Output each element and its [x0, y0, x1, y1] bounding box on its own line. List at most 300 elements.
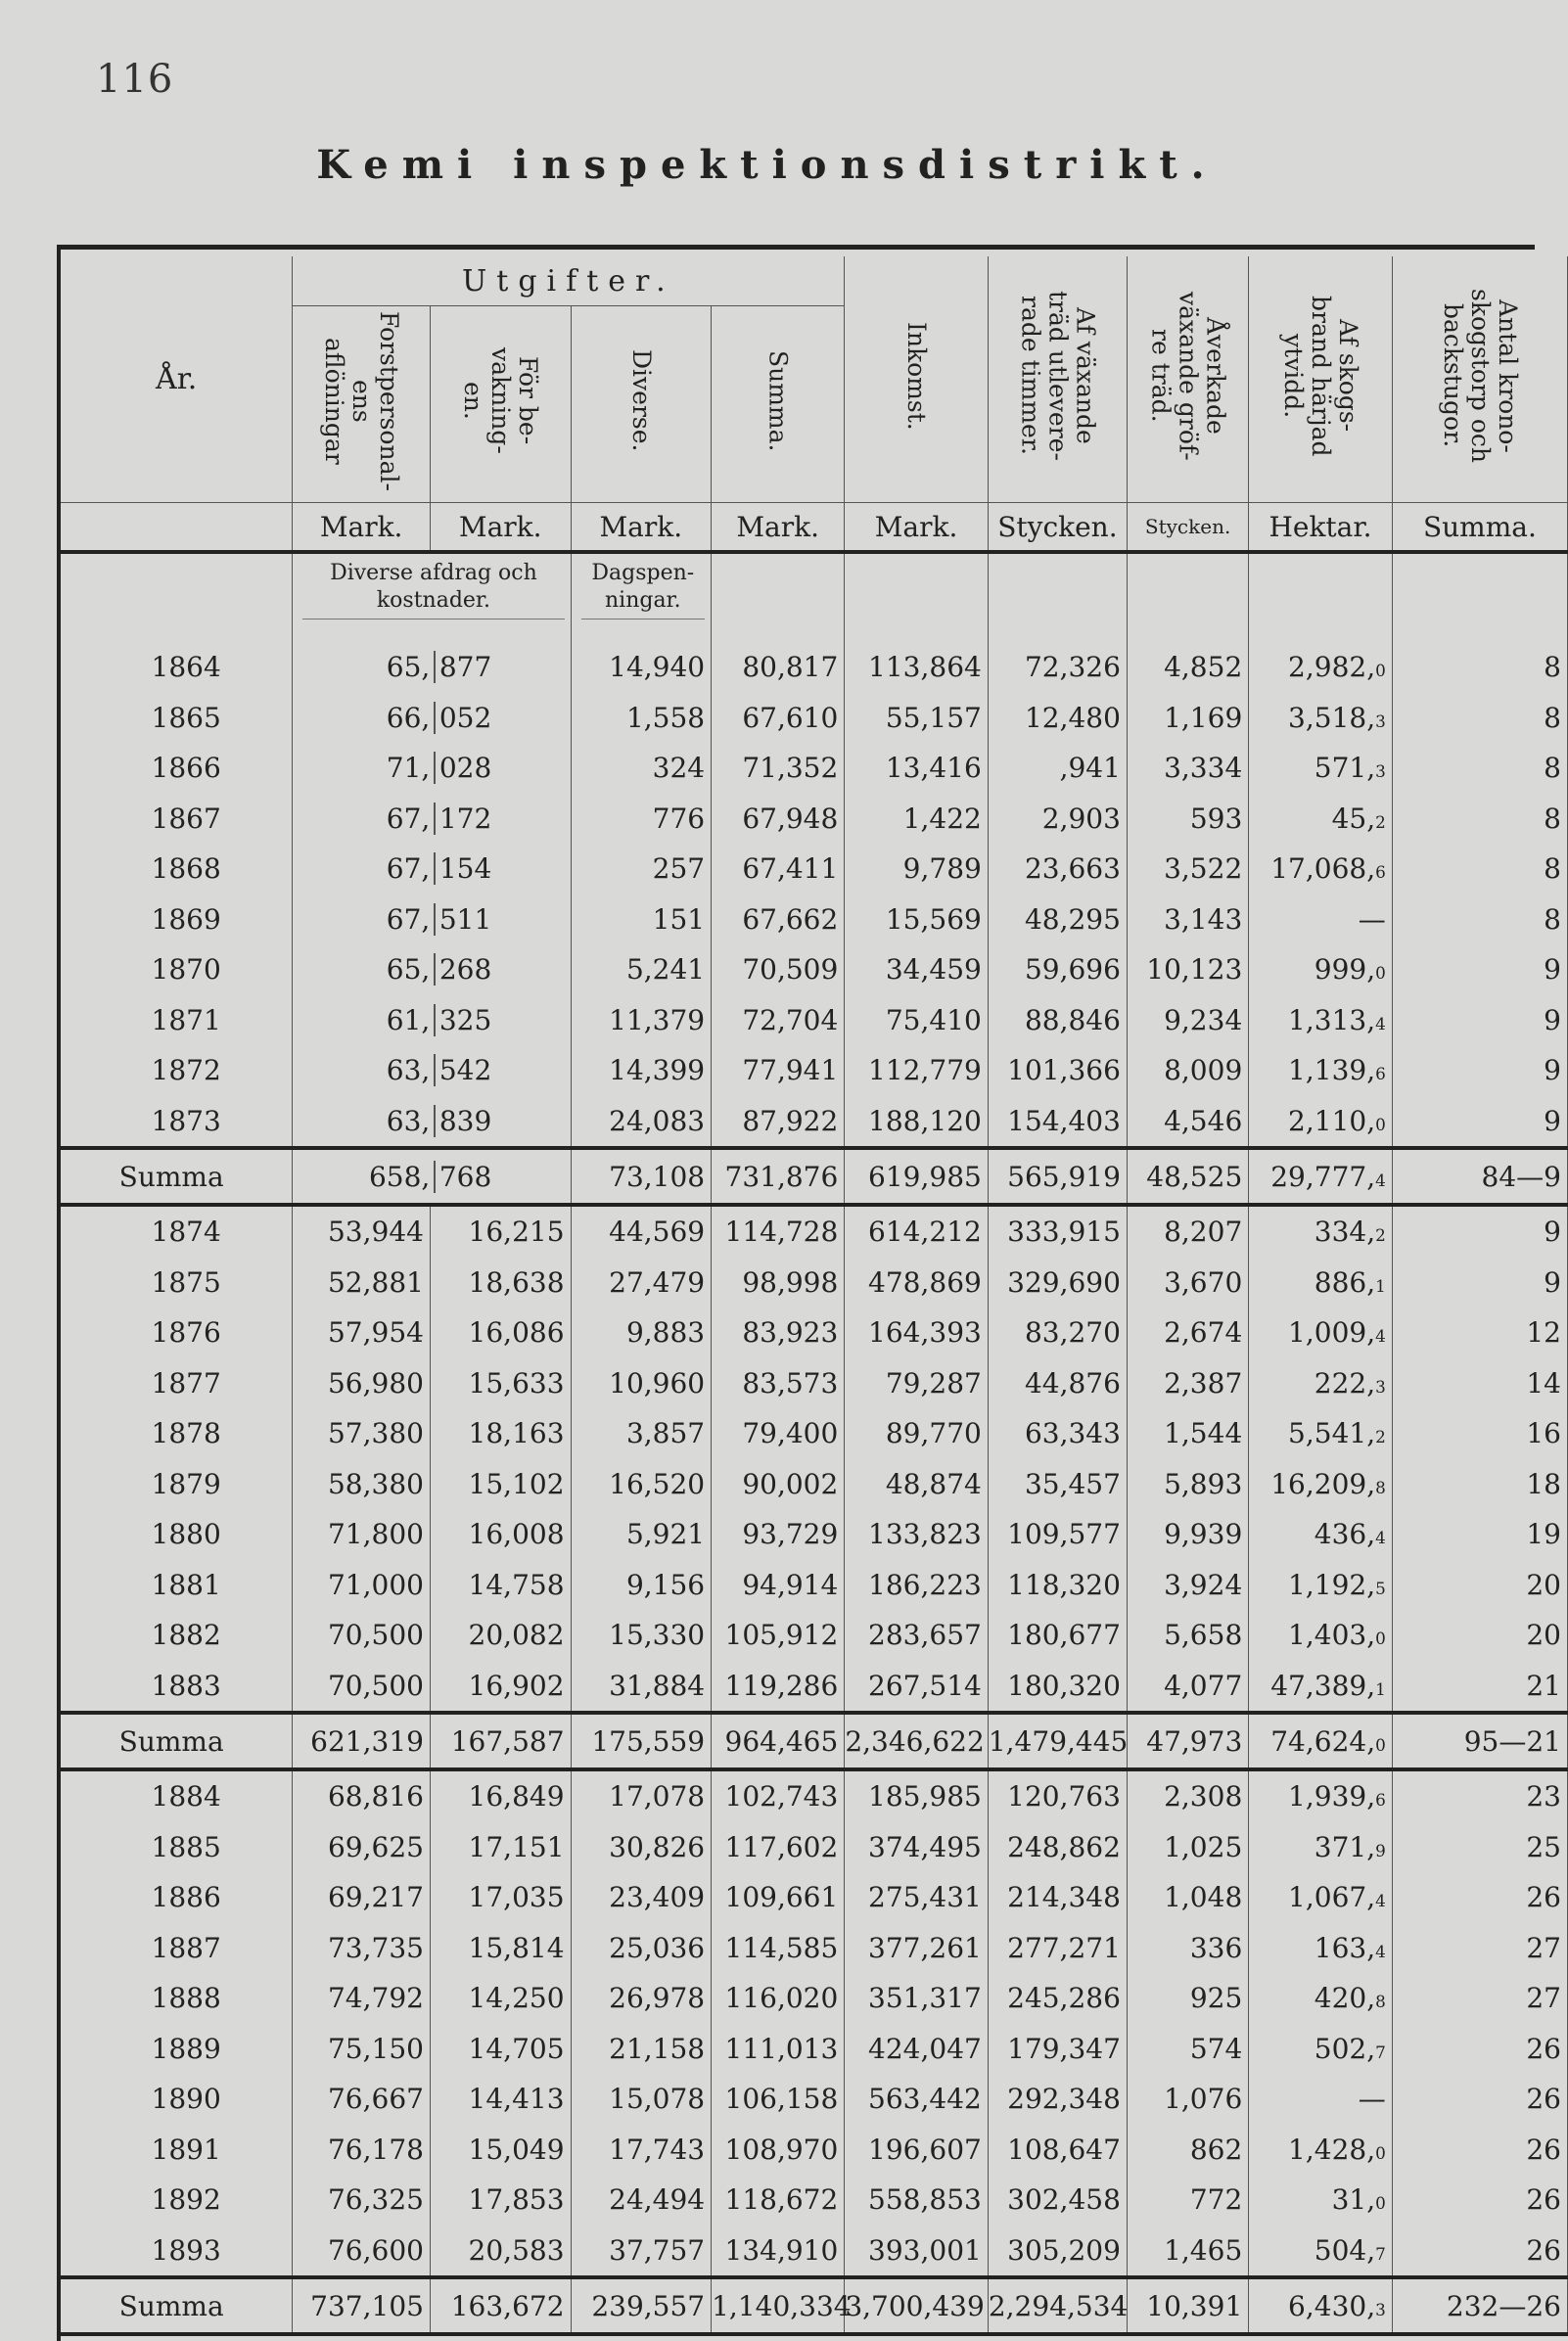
hektar-whole: 74,624, [1270, 1724, 1376, 1758]
cell-hektar [1249, 1308, 1393, 1358]
statistics-table [61, 256, 1568, 2336]
cell-diverse: 5,921 [571, 1509, 712, 1560]
hektar-whole: 2,110, [1288, 1104, 1376, 1137]
cell-summa: 109,661 [712, 1872, 845, 1923]
table-row [61, 1459, 1568, 1510]
hektar-whole: 1,428, [1288, 2133, 1376, 2166]
hektar-decimal: 6 [1375, 1790, 1386, 1811]
cell-timmer: 118,320 [988, 1560, 1127, 1611]
cell-bevakning: 17,151 [430, 1822, 571, 1873]
cell-antal: 9 [1392, 1096, 1567, 1149]
cell-year: 1867 [61, 794, 293, 845]
cell-forstpersonal: 57,954 [293, 1308, 431, 1358]
cell-forstpersonal: 71,000 [293, 1560, 431, 1611]
hektar-decimal: 4 [1375, 1941, 1386, 1961]
cell-averkade: 8,009 [1127, 1045, 1248, 1096]
cell-summa-label: Summa [61, 1713, 293, 1769]
cell-hektar [1249, 1822, 1393, 1873]
table-row [61, 1308, 1568, 1358]
cell-antal: 9 [1392, 1258, 1567, 1308]
cell-timmer: 2,294,534 [988, 2277, 1127, 2334]
afdrag-units: 052 [438, 701, 492, 734]
hektar-whole: 1,192, [1288, 1568, 1376, 1601]
cell-inkomst: 89,770 [845, 1408, 989, 1459]
hektar-decimal: 5 [1375, 1578, 1386, 1598]
table-row [61, 1509, 1568, 1560]
hektar-decimal: 0 [1375, 2193, 1386, 2214]
cell-averkade: 10,123 [1127, 944, 1248, 995]
cell-summa: 102,743 [712, 1769, 845, 1822]
cell-summa: 94,914 [712, 1560, 845, 1611]
cell-summa: 106,158 [712, 2074, 845, 2125]
cell-forstpersonal: 56,980 [293, 1358, 431, 1409]
cell-summa: 105,912 [712, 1610, 845, 1661]
hektar-decimal: 4 [1375, 1528, 1386, 1548]
unit-cell: Mark. [430, 503, 571, 553]
cell-year: 1878 [61, 1408, 293, 1459]
cell-bevakning: 167,587 [430, 1713, 571, 1769]
cell-timmer: 48,295 [988, 895, 1127, 945]
hektar-decimal: 4 [1375, 1326, 1386, 1347]
cell-year: 1882 [61, 1610, 293, 1661]
cell-antal: 95—21 [1392, 1713, 1567, 1769]
cell-diverse-afdrag [293, 693, 571, 744]
hektar-decimal: 0 [1375, 1734, 1386, 1755]
hektar-whole: 1,939, [1288, 1780, 1376, 1813]
unit-cell: Hektar. [1249, 503, 1393, 553]
cell-bevakning: 16,215 [430, 1205, 571, 1258]
cell-hektar [1249, 1509, 1393, 1560]
cell-summa: 80,817 [712, 642, 845, 693]
cell-averkade: 2,674 [1127, 1308, 1248, 1358]
cell-diverse: 5,241 [571, 944, 712, 995]
hektar-decimal: 0 [1375, 1629, 1386, 1649]
cell-summa: 79,400 [712, 1408, 845, 1459]
cell-averkade: 862 [1127, 2125, 1248, 2176]
cell-year: 1868 [61, 844, 293, 895]
cell-antal: 14 [1392, 1358, 1567, 1409]
cell-hektar [1249, 1923, 1393, 1974]
cell-year: 1888 [61, 1973, 293, 2024]
cell-antal: 25 [1392, 1822, 1567, 1873]
afdrag-thousands: 67, [386, 802, 431, 835]
table-row [61, 693, 1568, 744]
cell-diverse-afdrag [293, 895, 571, 945]
hektar-decimal: 9 [1375, 1840, 1386, 1860]
cell-bevakning: 16,849 [430, 1769, 571, 1822]
summa-row [61, 2277, 1568, 2334]
cell-hektar [1249, 895, 1393, 945]
cell-averkade: 2,387 [1127, 1358, 1248, 1409]
cell-forstpersonal: 52,881 [293, 1258, 431, 1308]
hektar-whole: 3,518, [1288, 701, 1376, 734]
table-row [61, 1661, 1568, 1714]
hektar-whole: — [1358, 2083, 1386, 2116]
cell-inkomst: 3,700,439 [845, 2277, 989, 2334]
table-row [61, 2226, 1568, 2278]
cell-hektar [1249, 2175, 1393, 2226]
cell-diverse: 23,409 [571, 1872, 712, 1923]
cell-year: 1875 [61, 1258, 293, 1308]
header-bevakning: För be- vakning- en. [430, 306, 571, 503]
cell-summa: 114,728 [712, 1205, 845, 1258]
hektar-decimal: 0 [1375, 661, 1386, 681]
header-summa: Summa. [712, 306, 845, 503]
table-row [61, 844, 1568, 895]
summa-row [61, 1148, 1568, 1205]
cell-summa: 119,286 [712, 1661, 845, 1714]
cell-forstpersonal: 70,500 [293, 1661, 431, 1714]
hektar-decimal: 0 [1375, 2142, 1386, 2163]
cell-timmer: 333,915 [988, 1205, 1127, 1258]
cell-summa: 67,610 [712, 693, 845, 744]
cell-bevakning: 163,672 [430, 2277, 571, 2334]
unit-cell: Mark. [293, 503, 431, 553]
cell-summa: 111,013 [712, 2024, 845, 2075]
afdrag-units: 154 [438, 852, 492, 886]
hektar-decimal: 2 [1375, 1427, 1386, 1447]
table-row [61, 1045, 1568, 1096]
cell-summa: 77,941 [712, 1045, 845, 1096]
hektar-decimal: 7 [1375, 2042, 1386, 2062]
header-antal: Antal krono- skogstorp och backstugor. [1392, 256, 1567, 503]
cell-bevakning: 14,705 [430, 2024, 571, 2075]
cell-summa: 83,923 [712, 1308, 845, 1358]
cell-diverse-afdrag [293, 844, 571, 895]
cell-antal: 8 [1392, 844, 1567, 895]
cell-inkomst: 374,495 [845, 1822, 989, 1873]
cell-averkade: 3,334 [1127, 743, 1248, 794]
cell-timmer: 565,919 [988, 1148, 1127, 1205]
table-row [61, 1205, 1568, 1258]
hektar-whole: 504, [1314, 2233, 1376, 2267]
cell-timmer: 23,663 [988, 844, 1127, 895]
hektar-decimal: 3 [1375, 2299, 1386, 2319]
cell-antal: 8 [1392, 895, 1567, 945]
cell-antal: 9 [1392, 1045, 1567, 1096]
cell-hektar [1249, 1096, 1393, 1149]
hektar-whole: 29,777, [1270, 1160, 1376, 1193]
cell-antal: 8 [1392, 642, 1567, 693]
cell-timmer: 329,690 [988, 1258, 1127, 1308]
cell-averkade: 1,048 [1127, 1872, 1248, 1923]
cell-timmer: 180,320 [988, 1661, 1127, 1714]
cell-diverse-afdrag [293, 995, 571, 1046]
cell-timmer: 101,366 [988, 1045, 1127, 1096]
cell-summa: 118,672 [712, 2175, 845, 2226]
cell-bevakning: 18,163 [430, 1408, 571, 1459]
hektar-decimal: 8 [1375, 1477, 1386, 1497]
hektar-decimal: 4 [1375, 1013, 1386, 1033]
hektar-whole: 571, [1314, 752, 1376, 785]
top-rule [57, 245, 1535, 250]
cell-averkade: 1,544 [1127, 1408, 1248, 1459]
cell-bevakning: 14,758 [430, 1560, 571, 1611]
cell-summa: 67,662 [712, 895, 845, 945]
cell-forstpersonal: 75,150 [293, 2024, 431, 2075]
table-row [61, 995, 1568, 1046]
hektar-whole: 2,982, [1288, 651, 1376, 684]
cell-year: 1864 [61, 642, 293, 693]
cell-year: 1866 [61, 743, 293, 794]
afdrag-units: 877 [438, 651, 492, 684]
cell-bevakning: 15,814 [430, 1923, 571, 1974]
cell-inkomst: 15,569 [845, 895, 989, 945]
cell-hektar [1249, 1560, 1393, 1611]
table-row [61, 1822, 1568, 1873]
hektar-decimal: 2 [1375, 811, 1386, 832]
cell-hektar [1249, 2277, 1393, 2334]
cell-timmer: 277,271 [988, 1923, 1127, 1974]
cell-antal: 8 [1392, 693, 1567, 744]
cell-diverse: 3,857 [571, 1408, 712, 1459]
cell-hektar [1249, 1769, 1393, 1822]
cell-averkade: 5,658 [1127, 1610, 1248, 1661]
page-number: 116 [96, 57, 174, 102]
cell-diverse: 30,826 [571, 1822, 712, 1873]
cell-inkomst: 9,789 [845, 844, 989, 895]
cell-summa: 87,922 [712, 1096, 845, 1149]
hektar-decimal: 2 [1375, 1225, 1386, 1246]
cell-year: 1893 [61, 2226, 293, 2278]
cell-summa: 964,465 [712, 1713, 845, 1769]
cell-inkomst: 48,874 [845, 1459, 989, 1510]
cell-summa: 83,573 [712, 1358, 845, 1409]
cell-antal: 16 [1392, 1408, 1567, 1459]
hektar-decimal: 3 [1375, 761, 1386, 782]
cell-hektar [1249, 642, 1393, 693]
cell-diverse: 1,558 [571, 693, 712, 744]
cell-averkade: 1,169 [1127, 693, 1248, 744]
cell-bevakning: 14,250 [430, 1973, 571, 2024]
cell-averkade: 3,522 [1127, 844, 1248, 895]
afdrag-thousands: 66, [386, 701, 431, 734]
cell-timmer: 154,403 [988, 1096, 1127, 1149]
cell-hektar [1249, 1148, 1393, 1205]
cell-forstpersonal: 76,667 [293, 2074, 431, 2125]
cell-diverse: 25,036 [571, 1923, 712, 1974]
cell-timmer: 109,577 [988, 1509, 1127, 1560]
cell-diverse-afdrag [293, 794, 571, 845]
cell-timmer: 83,270 [988, 1308, 1127, 1358]
cell-forstpersonal: 68,816 [293, 1769, 431, 1822]
afdrag-units: 325 [438, 1003, 492, 1036]
cell-forstpersonal: 621,319 [293, 1713, 431, 1769]
cell-hektar [1249, 1973, 1393, 2024]
hektar-decimal: 3 [1375, 1376, 1386, 1397]
cell-hektar [1249, 743, 1393, 794]
cell-timmer: 72,326 [988, 642, 1127, 693]
header-utgifter: Utgifter. [293, 256, 845, 306]
cell-bevakning: 17,035 [430, 1872, 571, 1923]
afdrag-thousands: 67, [386, 852, 431, 886]
cell-averkade: 9,939 [1127, 1509, 1248, 1560]
afdrag-units: 172 [438, 802, 492, 835]
cell-averkade: 3,143 [1127, 895, 1248, 945]
hektar-whole: 1,313, [1288, 1003, 1376, 1036]
cell-diverse: 257 [571, 844, 712, 895]
cell-hektar [1249, 1408, 1393, 1459]
afdrag-thousands: 61, [386, 1003, 431, 1036]
cell-year: 1881 [61, 1560, 293, 1611]
cell-antal: 9 [1392, 944, 1567, 995]
table-row [61, 2074, 1568, 2125]
hektar-whole: 16,209, [1270, 1467, 1376, 1500]
cell-averkade: 574 [1127, 2024, 1248, 2075]
cell-diverse: 21,158 [571, 2024, 712, 2075]
cell-antal: 8 [1392, 794, 1567, 845]
cell-bevakning: 16,008 [430, 1509, 571, 1560]
table-row [61, 2125, 1568, 2176]
cell-summa: 117,602 [712, 1822, 845, 1873]
cell-diverse-afdrag [293, 743, 571, 794]
cell-timmer: 44,876 [988, 1358, 1127, 1409]
cell-forstpersonal: 76,178 [293, 2125, 431, 2176]
unit-cell: Summa. [1392, 503, 1567, 553]
cell-inkomst: 133,823 [845, 1509, 989, 1560]
cell-antal: 27 [1392, 1923, 1567, 1974]
cell-inkomst: 351,317 [845, 1973, 989, 2024]
header-forstpersonal: Forstpersonal- ens aflöningar [293, 306, 431, 503]
afdrag-units: 839 [438, 1104, 492, 1137]
cell-year: 1874 [61, 1205, 293, 1258]
cell-bevakning: 15,102 [430, 1459, 571, 1510]
subheader-diverse-afdrag: Diverse afdrag och kostnader. [293, 552, 571, 642]
cell-inkomst: 79,287 [845, 1358, 989, 1409]
cell-timmer: 245,286 [988, 1973, 1127, 2024]
cell-timmer: 302,458 [988, 2175, 1127, 2226]
hektar-decimal: 4 [1375, 1170, 1386, 1190]
cell-timmer: 12,480 [988, 693, 1127, 744]
cell-timmer: 305,209 [988, 2226, 1127, 2278]
cell-diverse: 15,078 [571, 2074, 712, 2125]
cell-antal: 26 [1392, 2226, 1567, 2278]
cell-hektar [1249, 1872, 1393, 1923]
cell-inkomst: 267,514 [845, 1661, 989, 1714]
hektar-whole: 1,403, [1288, 1619, 1376, 1652]
cell-averkade: 10,391 [1127, 2277, 1248, 2334]
table-row [61, 1408, 1568, 1459]
cell-forstpersonal: 76,600 [293, 2226, 431, 2278]
cell-averkade: 3,670 [1127, 1258, 1248, 1308]
afdrag-thousands: 67, [386, 902, 431, 936]
cell-year: 1870 [61, 944, 293, 995]
cell-summa: 90,002 [712, 1459, 845, 1510]
cell-year: 1892 [61, 2175, 293, 2226]
cell-year: 1865 [61, 693, 293, 744]
cell-averkade: 336 [1127, 1923, 1248, 1974]
cell-summa-label: Summa [61, 2277, 293, 2334]
cell-bevakning: 16,086 [430, 1308, 571, 1358]
cell-hektar [1249, 2024, 1393, 2075]
hektar-whole: 999, [1314, 953, 1376, 987]
table-row [61, 1872, 1568, 1923]
unit-cell: Mark. [712, 503, 845, 553]
cell-antal: 84—9 [1392, 1148, 1567, 1205]
cell-hektar [1249, 794, 1393, 845]
cell-diverse: 24,083 [571, 1096, 712, 1149]
afdrag-units: 268 [438, 953, 492, 987]
hektar-decimal: 7 [1375, 2243, 1386, 2264]
hektar-whole: 45, [1331, 802, 1376, 835]
cell-diverse: 17,078 [571, 1769, 712, 1822]
hektar-whole: 5,541, [1288, 1417, 1376, 1450]
cell-timmer: ,941 [988, 743, 1127, 794]
cell-forstpersonal: 71,800 [293, 1509, 431, 1560]
cell-summa: 731,876 [712, 1148, 845, 1205]
cell-summa: 116,020 [712, 1973, 845, 2024]
cell-timmer: 248,862 [988, 1822, 1127, 1873]
cell-antal: 26 [1392, 2024, 1567, 2075]
cell-year: 1876 [61, 1308, 293, 1358]
cell-timmer: 63,343 [988, 1408, 1127, 1459]
table-row [61, 794, 1568, 845]
cell-diverse: 44,569 [571, 1205, 712, 1258]
cell-timmer: 214,348 [988, 1872, 1127, 1923]
cell-diverse: 9,883 [571, 1308, 712, 1358]
header-af-skogsbrand: Af skogs- brand härjad ytvidd. [1249, 256, 1393, 503]
hektar-whole: 1,009, [1288, 1316, 1376, 1350]
cell-inkomst: 619,985 [845, 1148, 989, 1205]
hektar-decimal: 6 [1375, 862, 1386, 883]
cell-summa: 114,585 [712, 1923, 845, 1974]
cell-inkomst: 185,985 [845, 1769, 989, 1822]
cell-antal: 26 [1392, 2175, 1567, 2226]
cell-diverse: 239,557 [571, 2277, 712, 2334]
cell-diverse: 15,330 [571, 1610, 712, 1661]
cell-diverse: 37,757 [571, 2226, 712, 2278]
cell-inkomst: 283,657 [845, 1610, 989, 1661]
table-row [61, 1769, 1568, 1822]
cell-averkade: 8,207 [1127, 1205, 1248, 1258]
cell-forstpersonal: 58,380 [293, 1459, 431, 1510]
cell-summa: 72,704 [712, 995, 845, 1046]
cell-timmer: 2,903 [988, 794, 1127, 845]
header-averkade: Åverkade växande gröf- re träd. [1127, 256, 1248, 503]
cell-forstpersonal: 53,944 [293, 1205, 431, 1258]
cell-bevakning: 16,902 [430, 1661, 571, 1714]
cell-summa: 71,352 [712, 743, 845, 794]
cell-inkomst: 186,223 [845, 1560, 989, 1611]
hektar-whole: 502, [1314, 2032, 1376, 2065]
cell-hektar [1249, 1258, 1393, 1308]
table-body [61, 552, 1568, 2334]
cell-averkade: 1,465 [1127, 2226, 1248, 2278]
hektar-whole: 1,139, [1288, 1054, 1376, 1087]
hektar-whole: 47,389, [1270, 1669, 1376, 1702]
cell-hektar [1249, 995, 1393, 1046]
cell-hektar [1249, 2226, 1393, 2278]
cell-inkomst: 196,607 [845, 2125, 989, 2176]
cell-summa: 108,970 [712, 2125, 845, 2176]
table-row [61, 1358, 1568, 1409]
cell-averkade: 4,852 [1127, 642, 1248, 693]
cell-bevakning: 18,638 [430, 1258, 571, 1308]
cell-diverse: 151 [571, 895, 712, 945]
hektar-whole: 1,067, [1288, 1881, 1376, 1914]
cell-hektar [1249, 1045, 1393, 1096]
cell-antal: 20 [1392, 1610, 1567, 1661]
cell-inkomst: 563,442 [845, 2074, 989, 2125]
cell-averkade: 593 [1127, 794, 1248, 845]
cell-averkade: 772 [1127, 2175, 1248, 2226]
cell-antal: 19 [1392, 1509, 1567, 1560]
cell-hektar [1249, 1661, 1393, 1714]
cell-summa: 98,998 [712, 1258, 845, 1308]
cell-forstpersonal: 70,500 [293, 1610, 431, 1661]
cell-inkomst: 34,459 [845, 944, 989, 995]
table-row [61, 2024, 1568, 2075]
